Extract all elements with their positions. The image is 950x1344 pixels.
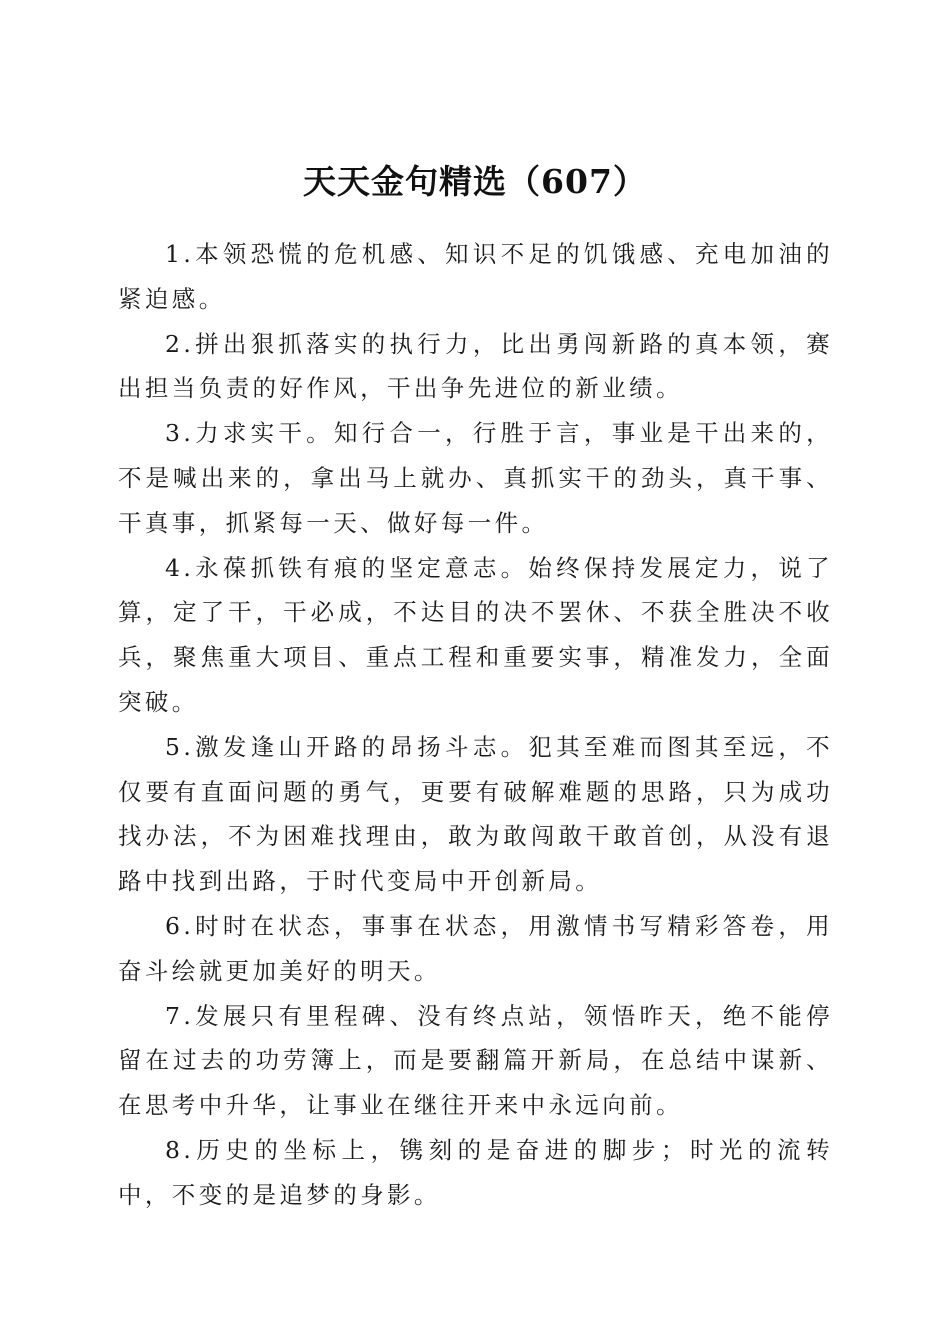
quote-item-5: 5.激发逢山开路的昂扬斗志。犯其至难而图其至远，不仅要有直面问题的勇气，更要有破解难题的思路，只为成功找办法，不为困难找理由，敢为敢闯敢干敢首创，从没有退路中找到出路，于时代变局中开创新局。 xyxy=(118,732,833,896)
page-title: 天天金句精选（607） xyxy=(303,162,647,202)
quote-item-1: 1.本领恐慌的危机感、知识不足的饥饿感、充电加油的紧迫感。 xyxy=(118,240,833,313)
quote-list xyxy=(118,232,833,1218)
quote-item-3: 3.力求实干。知行合一，行胜于言，事业是干出来的，不是喊出来的，拿出马上就办、真抓实干的劲头，真干事、干真事，抓紧每一天、做好每一件。 xyxy=(118,419,833,537)
quote-item-6: 6.时时在状态，事事在状态，用激情书写精彩答卷，用奋斗绘就更加美好的明天。 xyxy=(118,911,833,985)
quote-item-2: 2.拼出狠抓落实的执行力，比出勇闯新路的真本领，赛出担当负责的好作风，干出争先进位的新业绩。 xyxy=(118,329,833,403)
quote-item-4: 4.永葆抓铁有痕的坚定意志。始终保持发展定力，说了算，定了干，干必成，不达目的决不罢休、不获全胜决不收兵，聚焦重大项目、重点工程和重要实事，精准发力，全面突破。 xyxy=(118,553,833,716)
quote-item-8: 8.历史的坐标上，镌刻的是奋进的脚步；时光的流转中，不变的是追梦的身影。 xyxy=(118,1135,833,1209)
quote-item-7: 7.发展只有里程碑、没有终点站，领悟昨天，绝不能停留在过去的功劳簿上，而是要翻篇开新局，在总结中谋新、在思考中升华，让事业在继往开来中永远向前。 xyxy=(118,1001,833,1120)
